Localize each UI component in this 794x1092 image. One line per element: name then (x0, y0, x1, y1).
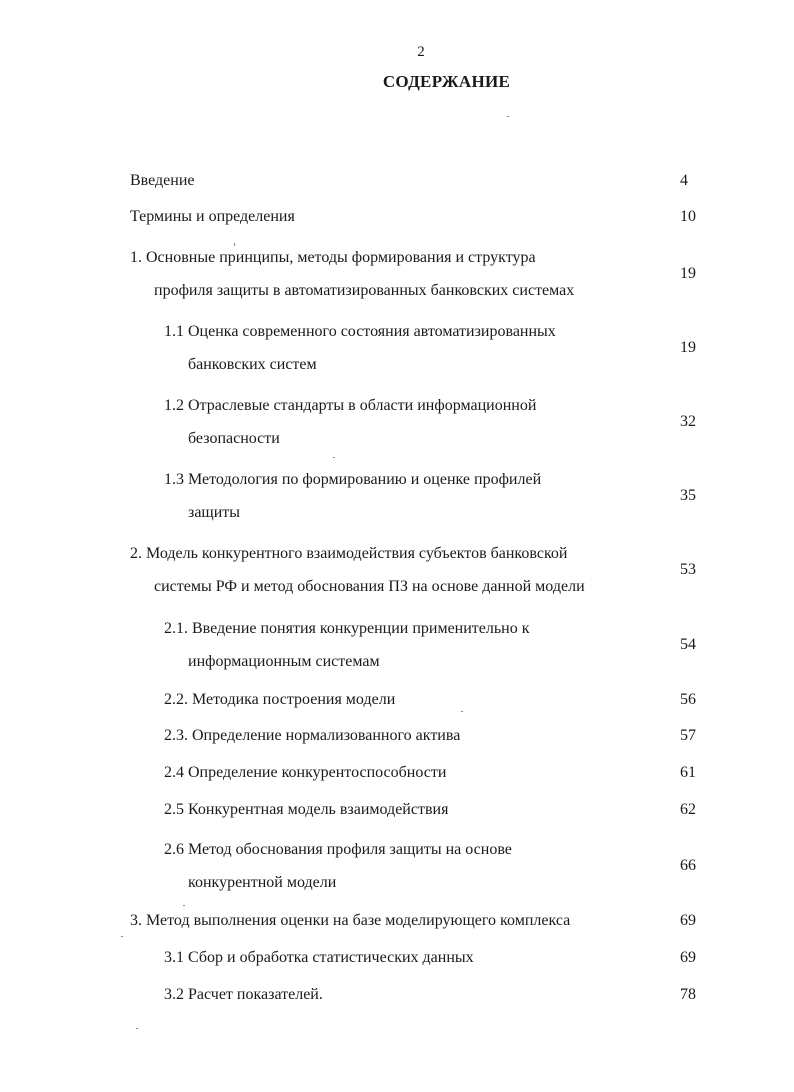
toc-entry-title-continued: банковских систем (188, 356, 317, 373)
toc-entry-page: 53 (680, 561, 696, 578)
toc-entry-title-continued: профиля защиты в автоматизированных банковских системах (154, 282, 575, 299)
toc-entry-page: 19 (680, 265, 696, 282)
toc-entry-page: 32 (680, 413, 696, 430)
toc-entry-title-continued: защиты (188, 504, 241, 521)
toc-entry-page: 69 (680, 912, 696, 929)
toc-entry-title: 2.5 Конкурентная модель взаимодействия (164, 801, 449, 818)
scan-speck (234, 243, 235, 246)
toc-entry-page: 78 (680, 986, 696, 1003)
toc-entry-page: 35 (680, 487, 696, 504)
scan-speck (121, 936, 123, 937)
toc-entry-title: 3.1 Сбор и обработка статистических данных (164, 949, 474, 966)
toc-entry-page: 10 (680, 208, 696, 225)
toc-entry-title: 2.3. Определение нормализованного актива (164, 727, 461, 744)
toc-entry-page: 62 (680, 801, 696, 818)
toc-entry-title: 1. Основные принципы, методы формирования и структура (130, 249, 536, 266)
scan-speck (183, 905, 185, 906)
page-number: 2 (417, 44, 425, 60)
toc-entry-title: Введение (130, 172, 195, 189)
toc-entry-page: 66 (680, 857, 696, 874)
toc-entry-page: 4 (680, 172, 688, 189)
toc-entry-title: 2.4 Определение конкурентоспособности (164, 764, 447, 781)
toc-entry-title: 2.2. Методика построения модели (164, 691, 396, 708)
toc-entry-title: Термины и определения (130, 208, 295, 225)
toc-entry-page: 69 (680, 949, 696, 966)
toc-entry-title-continued: конкурентной модели (188, 874, 337, 891)
toc-entry-title: 1.2 Отраслевые стандарты в области информационной (164, 397, 537, 414)
scan-speck (333, 457, 335, 458)
toc-entry-title: 2. Модель конкурентного взаимодействия субъектов банковской (130, 545, 568, 562)
scan-speck (136, 1028, 138, 1029)
scan-speck (507, 116, 509, 117)
scan-speck (461, 711, 463, 712)
toc-entry-title: 1.1 Оценка современного состояния автоматизированных (164, 323, 556, 340)
toc-entry-page: 54 (680, 636, 696, 653)
document-title: СОДЕРЖАНИЕ (382, 72, 511, 91)
toc-entry-title: 3. Метод выполнения оценки на базе моделирующего комплекса (130, 912, 571, 929)
toc-entry-title: 1.3 Методология по формированию и оценке профилей (164, 471, 542, 488)
toc-entry-title: 2.1. Введение понятия конкуренции применительно к (164, 620, 530, 637)
toc-entry-page: 56 (680, 691, 696, 708)
toc-entry-title-continued: информационным системам (188, 653, 380, 670)
toc-entry-title: 3.2 Расчет показателей. (164, 986, 323, 1003)
toc-entry-page: 57 (680, 727, 696, 744)
toc-entry-title-continued: системы РФ и метод обоснования ПЗ на основе данной модели (154, 578, 585, 595)
toc-entry-page: 19 (680, 339, 696, 356)
toc-entry-title: 2.6 Метод обоснования профиля защиты на основе (164, 841, 512, 858)
toc-entry-title-continued: безопасности (188, 430, 280, 447)
toc-entry-page: 61 (680, 764, 696, 781)
